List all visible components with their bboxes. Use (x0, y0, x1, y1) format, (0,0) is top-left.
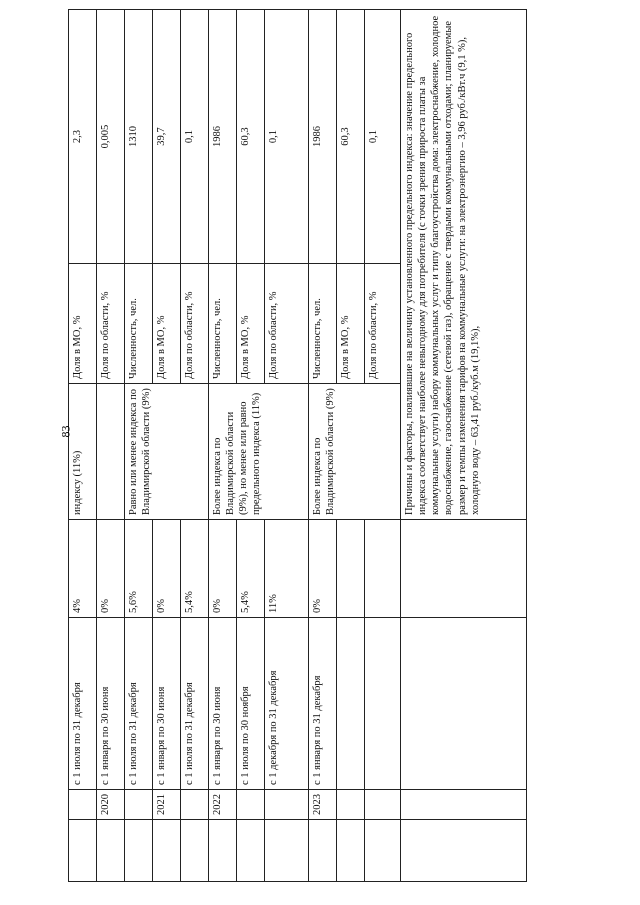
group-cell: Равно или менее индекса по Владимирской области (9%) (125, 384, 209, 520)
blank-cell (209, 820, 237, 882)
year-cell: 2020 (97, 790, 125, 820)
pct-cell: 0% (309, 520, 337, 618)
table-row (401, 10, 527, 882)
pct-cell (365, 520, 401, 618)
year-cell (125, 790, 153, 820)
year-cell (265, 790, 309, 820)
metric-cell: Доля в МО, % (69, 264, 97, 384)
year-cell: 2021 (153, 790, 181, 820)
value-cell: 60,3 (237, 10, 265, 264)
year-cell (337, 790, 365, 820)
value-cell: 0,1 (265, 10, 309, 264)
blank-cell (401, 618, 527, 790)
metric-cell: Численность, чел. (125, 264, 153, 384)
rotated-table-block (68, 10, 568, 882)
year-cell (237, 790, 265, 820)
period-cell: с 1 января по 30 июня (209, 618, 237, 790)
pct-cell: 5,6% (125, 520, 153, 618)
pct-cell: 0% (209, 520, 237, 618)
blank-cell (309, 820, 337, 882)
page-number: 83 (58, 425, 73, 438)
causes-text: Причины и факторы, повлиявшие на величину установленного предельного индекса: значение предельного индекса соответствует наиболее невыгодному для потребителя (с точки зрения прироста платы за коммунальные услуги) набору коммунальных услуг и типу благоустройства дома: электроснабжение, холодное водоснабжение, газоснабжение (сетевой газ), обращение с твердыми коммунальными отходами; планируемые размер и темпы изменения тарифов на коммунальные услуги: на электроэнергию – 3,96 руб./кВт.ч (9,1 %), холодную воду – 63,41 руб./куб.м (19,1%), (401, 10, 527, 520)
period-cell: с 1 июля по 30 ноября (237, 618, 265, 790)
blank-cell (153, 820, 181, 882)
period-cell: с 1 декабря по 31 декабря (265, 618, 309, 790)
period-cell: с 1 июля по 31 декабря (69, 618, 97, 790)
pct-cell: 5,4% (181, 520, 209, 618)
tariff-table (68, 9, 527, 882)
metric-cell: Доля по области, % (181, 264, 209, 384)
pct-cell: 4% (69, 520, 97, 618)
blank-cell (69, 820, 97, 882)
group-cell: индексу (11%) (69, 384, 97, 520)
blank-cell (401, 520, 527, 618)
period-cell: с 1 июля по 31 декабря (125, 618, 153, 790)
year-cell (181, 790, 209, 820)
metric-cell: Численность, чел. (209, 264, 237, 384)
blank-cell (97, 820, 125, 882)
value-cell: 39,7 (153, 10, 181, 264)
metric-cell: Доля в МО, % (153, 264, 181, 384)
metric-cell: Доля в МО, % (237, 264, 265, 384)
metric-cell: Доля по области, % (365, 264, 401, 384)
year-cell (69, 790, 97, 820)
table-row (97, 10, 125, 882)
period-cell: с 1 января по 30 июня (97, 618, 125, 790)
table-row (69, 10, 97, 882)
value-cell: 60,3 (337, 10, 365, 264)
period-cell (337, 618, 365, 790)
value-cell: 0,1 (181, 10, 209, 264)
group-cell (97, 384, 125, 520)
metric-cell: Доля по области, % (97, 264, 125, 384)
blank-cell (401, 820, 527, 882)
blank-cell (237, 820, 265, 882)
blank-cell (181, 820, 209, 882)
pct-cell (337, 520, 365, 618)
blank-cell (337, 820, 365, 882)
metric-cell: Доля по области, % (265, 264, 309, 384)
table-row (209, 10, 237, 882)
period-cell: с 1 января по 30 июня (153, 618, 181, 790)
period-cell: с 1 июля по 31 декабря (181, 618, 209, 790)
group-cell: Более индекса по Владимирской области (9%), но менее или равно предельного индекса (11%) (209, 384, 309, 520)
value-cell: 1310 (125, 10, 153, 264)
blank-cell (265, 820, 309, 882)
group-cell: Более индекса по Владимирской области (9%) (309, 384, 401, 520)
table-row (125, 10, 153, 882)
period-cell: с 1 января по 31 декабря (309, 618, 337, 790)
pct-cell: 0% (97, 520, 125, 618)
pct-cell: 5,4% (237, 520, 265, 618)
value-cell: 0,005 (97, 10, 125, 264)
year-cell (365, 790, 401, 820)
table-row (309, 10, 337, 882)
year-cell: 2022 (209, 790, 237, 820)
value-cell: 1986 (309, 10, 337, 264)
blank-cell (365, 820, 401, 882)
metric-cell: Доля в МО, % (337, 264, 365, 384)
year-cell: 2023 (309, 790, 337, 820)
value-cell: 1986 (209, 10, 237, 264)
pct-cell: 0% (153, 520, 181, 618)
metric-cell: Численность, чел. (309, 264, 337, 384)
blank-cell (125, 820, 153, 882)
period-cell (365, 618, 401, 790)
pct-cell: 11% (265, 520, 309, 618)
value-cell: 0,1 (365, 10, 401, 264)
blank-cell (401, 790, 527, 820)
value-cell: 2,3 (69, 10, 97, 264)
